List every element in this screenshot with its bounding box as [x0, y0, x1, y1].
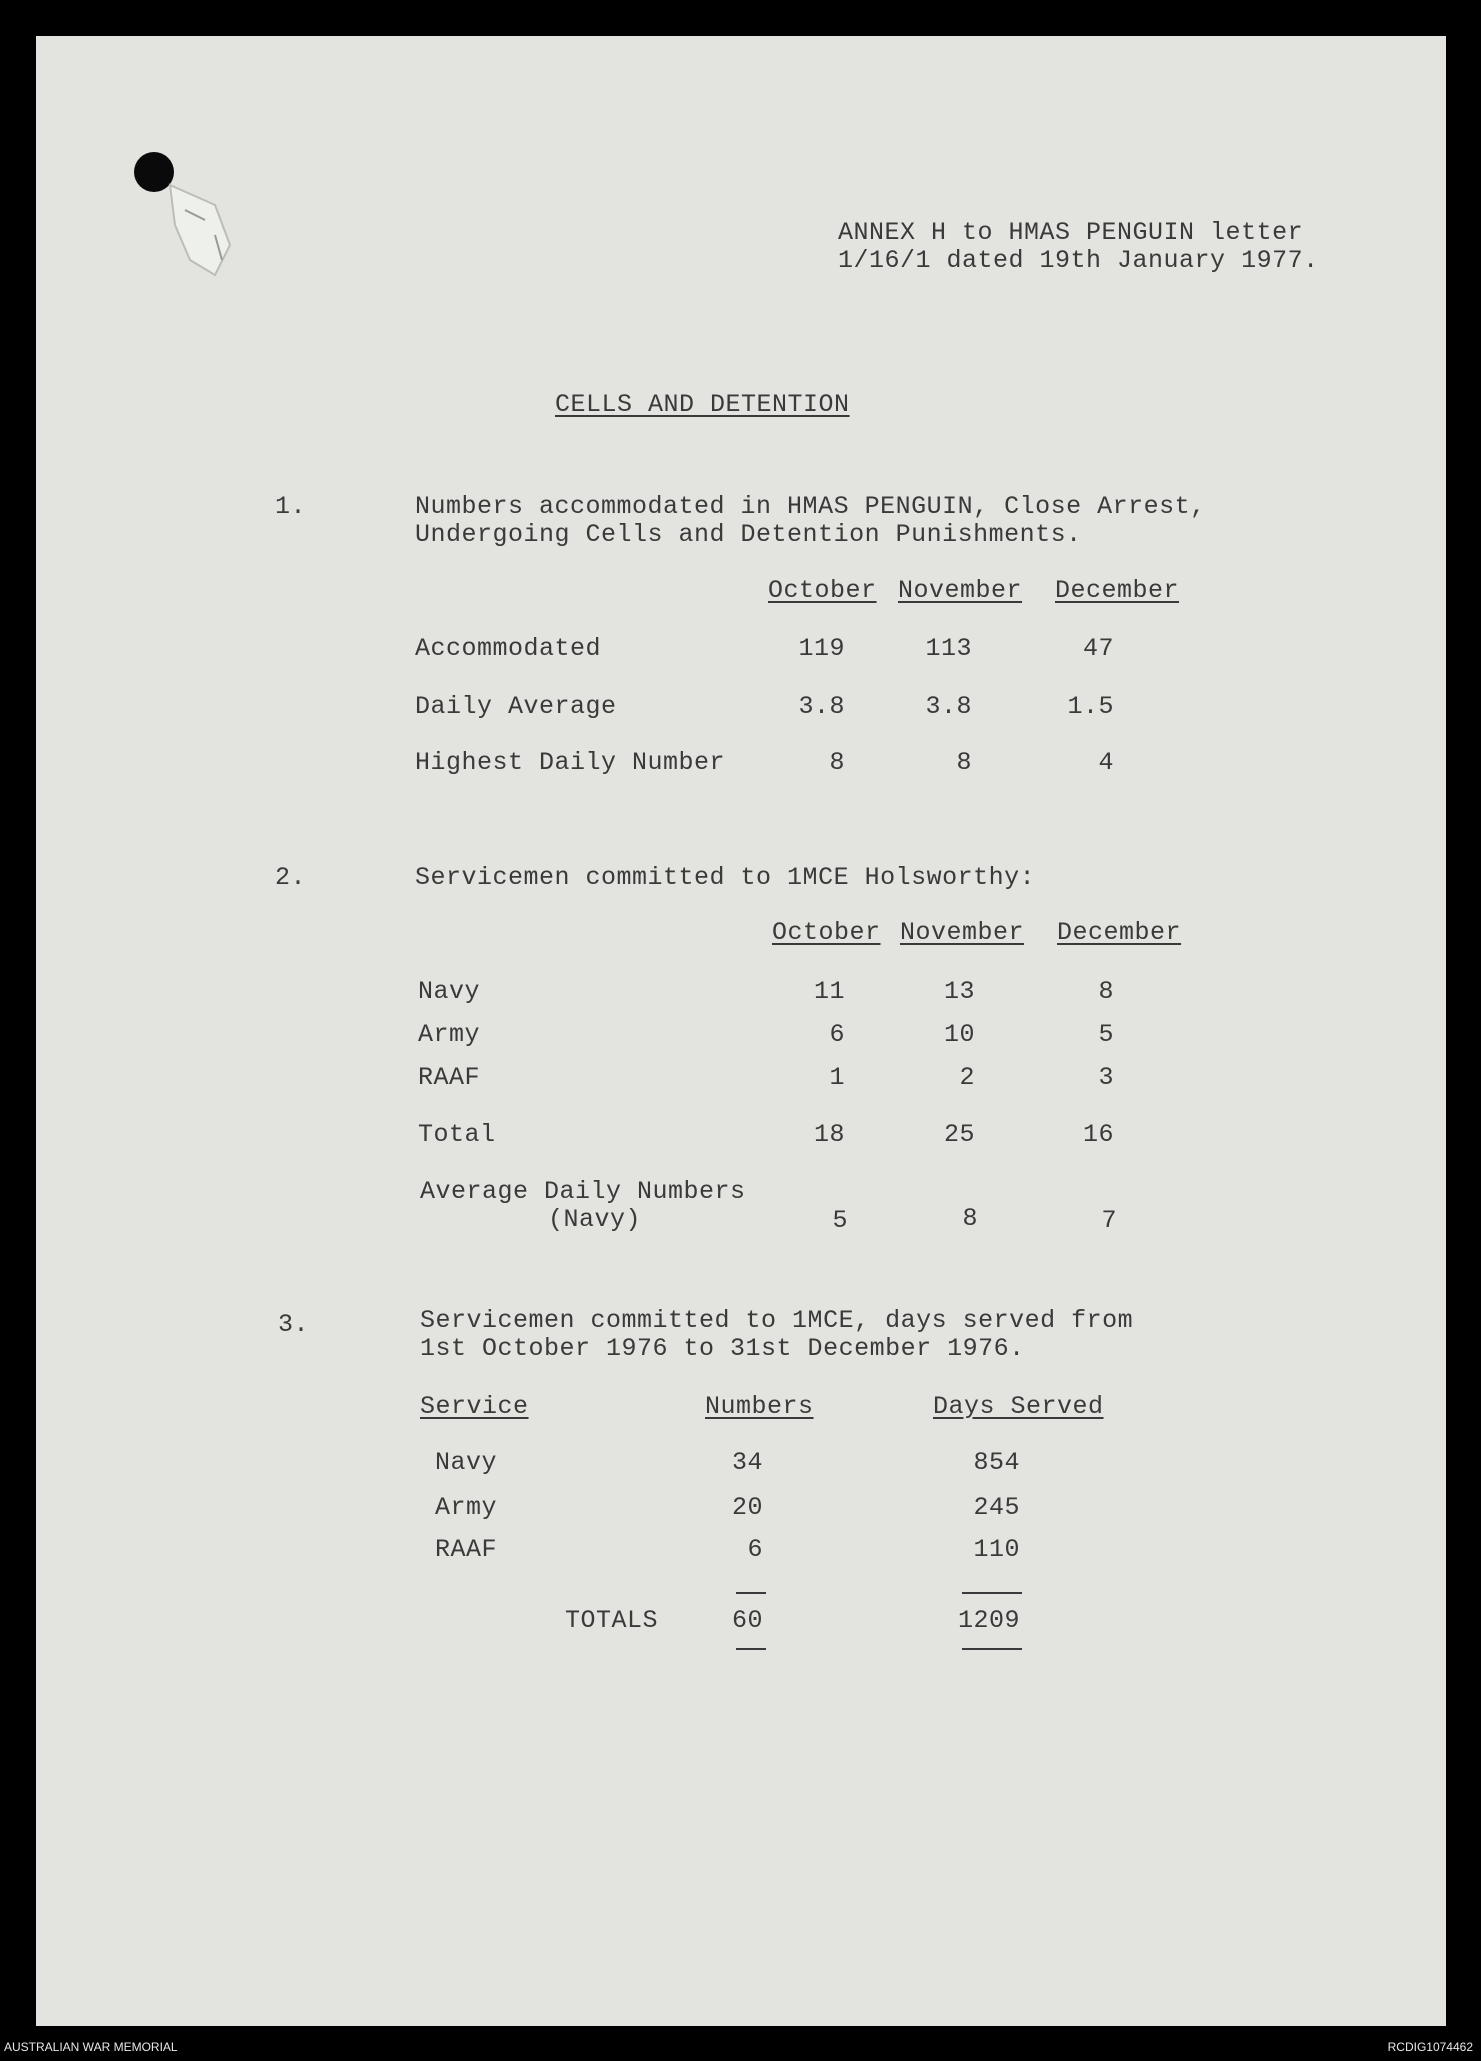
s2-row-label: Navy	[418, 977, 481, 1006]
s3-cell: 110	[973, 1535, 1020, 1564]
annex-header-line-1: ANNEX H to HMAS PENGUIN letter	[838, 218, 1304, 247]
totals-rule-bottom	[962, 1648, 1022, 1650]
s2-cell: 8	[962, 1204, 978, 1233]
s3-cell: 6	[747, 1535, 763, 1564]
s3-row-label: Army	[435, 1493, 498, 1522]
section-3-number: 3.	[278, 1310, 310, 1339]
s2-cell: 5	[832, 1206, 848, 1235]
s1-cell: 119	[798, 634, 845, 663]
page-title: CELLS AND DETENTION	[555, 390, 850, 419]
staple-mark	[160, 165, 240, 285]
s1-col-november: November	[898, 576, 1023, 605]
s1-col-october: October	[768, 576, 877, 605]
s3-row-label: RAAF	[435, 1535, 498, 1564]
document-page	[36, 36, 1446, 2026]
s1-col-december: December	[1055, 576, 1180, 605]
s2-row-label: Army	[418, 1020, 481, 1049]
s1-cell: 47	[1082, 634, 1114, 663]
s2-col-october: October	[772, 918, 881, 947]
s2-cell: 11	[813, 977, 845, 1006]
s2-cell: 16	[1082, 1120, 1114, 1149]
totals-rule-top	[736, 1592, 766, 1594]
s2-cell: 3	[1098, 1063, 1114, 1092]
s3-col-days-served: Days Served	[933, 1392, 1104, 1421]
s3-totals-label: TOTALS	[565, 1606, 659, 1635]
s1-cell: 113	[925, 634, 972, 663]
s3-cell: 34	[731, 1448, 763, 1477]
s1-row-label: Highest Daily Number	[415, 748, 726, 777]
s3-cell: 854	[973, 1448, 1020, 1477]
s3-col-service: Service	[420, 1392, 529, 1421]
s1-cell: 8	[829, 748, 845, 777]
s2-cell: 7	[1101, 1206, 1117, 1235]
section-1-text-line-1: Numbers accommodated in HMAS PENGUIN, Close Arrest,	[415, 492, 1206, 521]
section-3-text-line-2: 1st October 1976 to 31st December 1976.	[420, 1334, 1025, 1363]
s2-col-november: November	[900, 918, 1025, 947]
s1-row-label: Accommodated	[415, 634, 602, 663]
s2-cell: 2	[959, 1063, 975, 1092]
s2-avg-label-line-1: Average Daily Numbers	[420, 1177, 746, 1206]
s3-cell: 245	[973, 1493, 1020, 1522]
totals-rule-bottom	[736, 1648, 766, 1650]
s3-cell: 20	[731, 1493, 763, 1522]
section-3-text-line-1: Servicemen committed to 1MCE, days served from	[420, 1306, 1134, 1335]
s1-cell: 3.8	[925, 692, 972, 721]
section-1-text-line-2: Undergoing Cells and Detention Punishments.	[415, 520, 1082, 549]
s1-cell: 1.5	[1067, 692, 1114, 721]
s2-row-label: RAAF	[418, 1063, 481, 1092]
section-2-number: 2.	[275, 863, 307, 892]
section-1-number: 1.	[275, 492, 307, 521]
s3-col-numbers: Numbers	[705, 1392, 814, 1421]
s2-cell: 5	[1098, 1020, 1114, 1049]
footer-left: AUSTRALIAN WAR MEMORIAL	[4, 2040, 178, 2054]
s2-row-label: Total	[418, 1120, 496, 1149]
footer-right: RCDIG1074462	[1387, 2040, 1473, 2054]
s2-cell: 6	[829, 1020, 845, 1049]
s3-total-numbers: 60	[731, 1606, 763, 1635]
totals-rule-top	[962, 1592, 1022, 1594]
annex-header-line-2: 1/16/1 dated 19th January 1977.	[838, 246, 1319, 275]
s2-cell: 25	[943, 1120, 975, 1149]
s3-row-label: Navy	[435, 1448, 498, 1477]
s2-cell: 1	[829, 1063, 845, 1092]
section-2-text: Servicemen committed to 1MCE Holsworthy:	[415, 863, 1036, 892]
s2-cell: 8	[1098, 977, 1114, 1006]
s2-col-december: December	[1057, 918, 1182, 947]
s3-total-days: 1209	[957, 1606, 1020, 1635]
s2-avg-label-line-2: (Navy)	[548, 1205, 642, 1234]
s2-cell: 18	[813, 1120, 845, 1149]
s1-cell: 8	[956, 748, 972, 777]
s2-cell: 13	[943, 977, 975, 1006]
s1-row-label: Daily Average	[415, 692, 617, 721]
s1-cell: 3.8	[798, 692, 845, 721]
s2-cell: 10	[943, 1020, 975, 1049]
s1-cell: 4	[1098, 748, 1114, 777]
